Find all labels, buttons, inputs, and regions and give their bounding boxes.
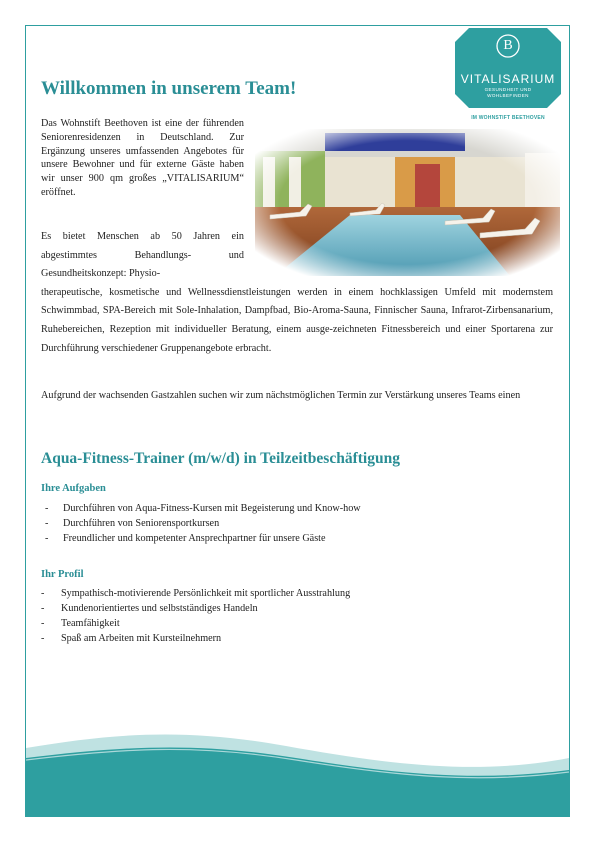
intro-paragraph: Das Wohnstift Beethoven ist eine der führenden Seniorenresidenzen in Deutschland. Zur Ergänzung unseres umfassenden Angebotes für unsere Bewohner und für externe Gäste haben wir unser 900 qm großes „VITALISARIUM“ eröffnet. (41, 118, 244, 198)
logo-letter: B (503, 38, 513, 53)
logo-subtitle (455, 87, 561, 99)
list-item (41, 616, 491, 631)
bullet: - (41, 588, 45, 599)
logo-subtitle-line: WOHLBEFINDEN (487, 93, 529, 98)
list-item-text: Durchführen von Aqua-Fitness-Kursen mit Begeisterung und Know-how (63, 503, 361, 514)
list-item-text: Freundlicher und kompetenter Ansprechpartner für unsere Gäste (63, 533, 326, 544)
list-item (45, 516, 495, 531)
list-item (41, 586, 491, 601)
bullet: - (41, 603, 45, 614)
recruiting-paragraph: Aufgrund der wachsenden Gastzahlen suchen wir zum nächstmöglichen Termin zur Verstärkung unseres Teams einen (41, 390, 521, 401)
list-item (41, 601, 491, 616)
bullet: - (45, 533, 49, 544)
bullet: - (45, 518, 49, 529)
job-title: Aqua-Fitness-Trainer (m/w/d) in Teilzeitbeschäftigung (41, 450, 400, 467)
list-item-text: Durchführen von Seniorensportkursen (63, 518, 220, 529)
footer-wave (26, 718, 569, 816)
vitalisarium-logo (455, 28, 561, 124)
tasks-heading: Ihre Aufgaben (41, 483, 106, 494)
list-item-text: Kundenorientiertes und selbstständiges Handeln (61, 603, 258, 614)
profile-heading: Ihr Profil (41, 569, 84, 580)
logo-subtitle-line: GESUNDHEIT UND (484, 87, 532, 92)
bullet: - (41, 618, 45, 629)
list-item-text: Sympathisch-motivierende Persönlichkeit mit sportlicher Ausstrahlung (61, 588, 351, 599)
tasks-list (45, 501, 495, 546)
offer-paragraph-rest: therapeutische, kosmetische und Wellnessdienstleistungen werden in einem hochklassigen Umfeld mit modernstem Schwimmbad, SPA-Bereich mit Sole-Inhalation, Dampfbad, Bio-Aroma-Sauna, Finnischer Sauna, Infrarot-Zirbensanarium, Ruhebereichen, Rezeption mit individueller Beratung, einem ausge-zeichneten Fitnessbereich und einer Sportarena zur Durchführung verschiedener Gruppenangebote erbracht. (41, 286, 553, 354)
page-heading: Willkommen in unserem Team! (41, 78, 297, 99)
bullet: - (45, 503, 49, 514)
offer-paragraph-start: Es bietet Menschen ab 50 Jahren ein abgestimmtes Behandlungs- und Gesundheitskonzept: Physio- (41, 231, 244, 280)
logo-name: VITALISARIUM (460, 72, 556, 86)
logo-tagline: IM WOHNSTIFT BEETHOVEN (471, 115, 545, 121)
list-item (45, 531, 495, 546)
list-item (45, 501, 495, 516)
list-item-text: Teamfähigkeit (61, 618, 120, 629)
list-item (41, 631, 491, 646)
offer-paragraph (41, 228, 553, 358)
profile-list (41, 586, 491, 646)
bullet: - (41, 633, 45, 644)
list-item-text: Spaß am Arbeiten mit Kursteilnehmern (61, 633, 222, 644)
